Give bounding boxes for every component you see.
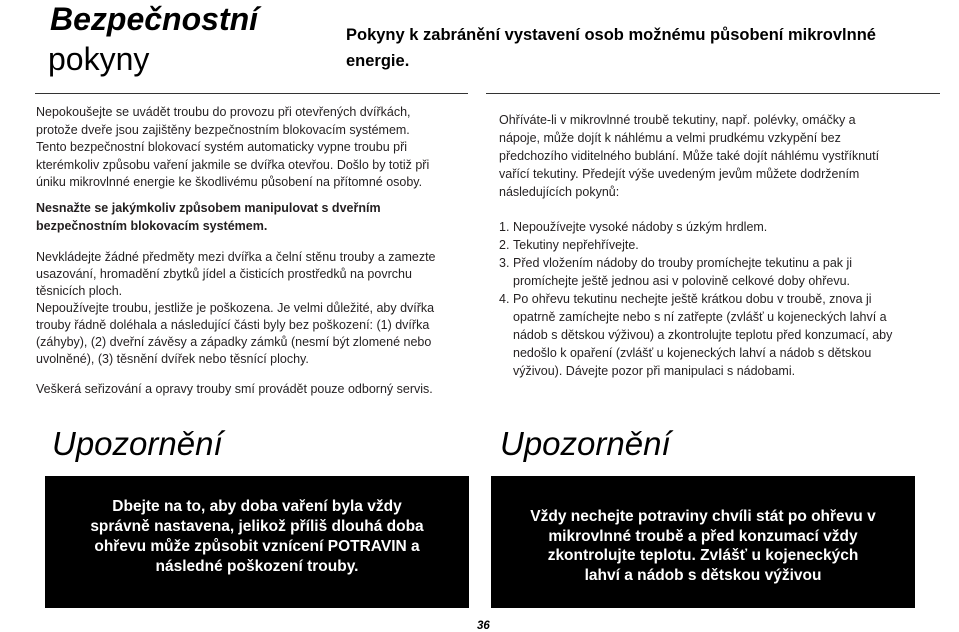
text-line: Dbejte na to, aby doba vaření byla vždy	[112, 498, 402, 515]
text-line: nádob s dětskou výživou) a zkontrolujte teplotu před konzumací, aby	[513, 328, 893, 342]
text-line: Ohříváte-li v mikrovlnné troubě tekutiny, např. polévky, omáčky a	[499, 113, 856, 127]
text-line: nedošlo k opaření (zvlášť u kojeneckých lahví a nádob s dětskou	[513, 346, 872, 360]
divider-left	[35, 93, 468, 94]
text-line: následné poškození trouby.	[155, 558, 359, 575]
page-number: 36	[477, 620, 490, 632]
text-line: usazování, hromadění zbytků jídel a čisticích prostředků na povrchu	[36, 267, 412, 281]
caution-heading-left: Upozornění	[52, 425, 223, 462]
text-line: Po ohřevu tekutinu nechejte ještě krátkou dobu v troubě, znova ji	[513, 292, 872, 306]
text-line: Nepoužívejte troubu, jestliže je poškozena. Je velmi důležité, aby dvířka	[36, 301, 435, 315]
text-line: promíchejte ještě jednou asi v polovině celkové doby ohřevu.	[513, 274, 851, 288]
section-heading	[346, 22, 876, 74]
left-paragraph-1	[36, 104, 429, 192]
text-line: následujících pokynů:	[499, 185, 620, 199]
text-line: zkontrolujte teplotu. Zvlášť u kojeneckých	[547, 547, 859, 564]
list-item	[499, 254, 892, 290]
text-line: výživou). Dávejte pozor při manipulaci s nádobami.	[513, 364, 796, 378]
text-line: Vždy nechejte potraviny chvíli stát po ohřevu v	[530, 508, 876, 525]
page-title-line-2: pokyny	[48, 41, 150, 77]
text-line: uvolněné), (3) těsnění dvířek nebo těsnící plochy.	[36, 352, 309, 366]
divider-right	[486, 93, 940, 94]
text-line: Před vložením nádoby do trouby promíchejte tekutinu a pak ji	[513, 256, 853, 270]
text-line: Veškerá seřizování a opravy trouby smí provádět pouze odborný servis.	[36, 382, 433, 396]
caution-box-right-text	[491, 507, 915, 585]
caution-box-right	[491, 476, 915, 608]
text-line: nápoje, může dojít k náhlému a velmi prudkému vzkypění bez	[499, 131, 841, 145]
left-warning-bold	[36, 200, 381, 235]
section-heading-line: energie.	[346, 52, 410, 70]
caution-heading-right: Upozornění	[500, 425, 671, 462]
text-line: těsnicích ploch.	[36, 284, 123, 298]
text-line: Nepokoušejte se uvádět troubu do provozu při otevřených dvířkách,	[36, 105, 411, 119]
step-number: 2.	[499, 238, 510, 252]
text-line: ohřevu může způsobit vznícení POTRAVIN a	[94, 538, 420, 555]
list-item	[499, 290, 892, 380]
text-line: úniku mikrovlnné energie ke škodlivému působení na přítomné osoby.	[36, 175, 423, 189]
text-line: bezpečnostním blokovacím systémem.	[36, 218, 268, 233]
section-heading-line: Pokyny k zabránění vystavení osob možnému působení mikrovlnné	[346, 26, 876, 44]
text-line: lahví a nádob s dětskou výživou	[584, 566, 822, 584]
caution-box-left	[45, 476, 469, 608]
text-line: mikrovlnné troubě a před konzumací vždy	[548, 527, 858, 545]
step-number: 4.	[499, 292, 510, 306]
right-intro	[499, 111, 879, 201]
text-line: kterémkoliv způsobu vaření jakmile se dvířka otevřou. Došlo by totiž při	[36, 157, 430, 172]
list-item	[499, 236, 892, 254]
step-number: 3.	[499, 256, 510, 270]
text-line: protože dveře jsou zajištěny bezpečnostním blokovacím systémem.	[36, 122, 410, 137]
text-line: předchozího viditelného bublání. Může také dojít náhlému vystříknutí	[499, 149, 880, 163]
step-number: 1.	[499, 220, 510, 234]
text-line: Nevkládejte žádné předměty mezi dvířka a čelní stěnu trouby a zamezte	[36, 250, 436, 264]
text-line: Tento bezpečnostní blokovací systém automaticky vypne troubu při	[36, 140, 408, 154]
text-line: Nepoužívejte vysoké nádoby s úzkým hrdlem.	[513, 220, 768, 234]
page-title-line-1: Bezpečnostní	[50, 1, 259, 37]
right-steps-list	[499, 218, 892, 380]
list-item	[499, 218, 892, 236]
left-paragraph-4	[36, 381, 433, 398]
text-line: správně nastavena, jelikož příliš dlouhá doba	[90, 518, 424, 535]
text-line: opatrně zamíchejte nebo s ní zatřepte (zvlášť u kojeneckých lahví a	[513, 310, 887, 324]
left-paragraph-2-3	[36, 249, 436, 368]
text-line: Nesnažte se jakýmkoliv způsobem manipulovat s dveřním	[36, 201, 381, 215]
caution-box-left-text	[45, 497, 469, 577]
text-line: (záhyby), (2) dveřní závěsy a západky zámků (nesmí být zlomené nebo	[36, 335, 432, 349]
text-line: Tekutiny nepřehřívejte.	[513, 238, 639, 252]
text-line: vařící tekutiny. Předejít výše uvedeným jevům můžete dodržením	[499, 167, 860, 181]
text-line: trouby řádně doléhala a následující části byly bez poškození: (1) dvířka	[36, 318, 430, 332]
